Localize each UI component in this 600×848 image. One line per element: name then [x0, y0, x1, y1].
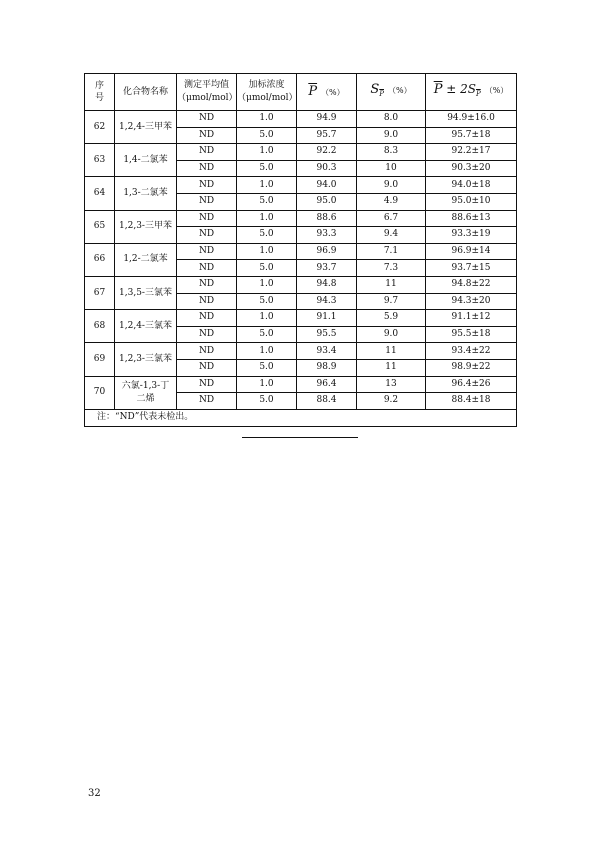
- sp-value: 4.9: [357, 193, 426, 210]
- spike-concentration: 5.0: [237, 326, 297, 343]
- spike-concentration: 5.0: [237, 359, 297, 376]
- spike-concentration: 5.0: [237, 160, 297, 177]
- sp-value: 9.7: [357, 293, 426, 310]
- recovery-range: 94.8±22: [426, 276, 517, 293]
- recovery-range: 93.7±15: [426, 260, 517, 277]
- compound-index: 68: [85, 310, 115, 343]
- p-mean-value: 88.4: [297, 393, 357, 410]
- sp-value: 9.0: [357, 127, 426, 144]
- sp-value: 10: [357, 160, 426, 177]
- measured-value: ND: [177, 376, 237, 393]
- measured-value: ND: [177, 359, 237, 376]
- table-row: [85, 310, 517, 327]
- p-mean-value: 91.1: [297, 310, 357, 327]
- spike-concentration: 1.0: [237, 310, 297, 327]
- range-mid-symbol: ± 2S: [442, 82, 476, 96]
- p-mean-value: 94.3: [297, 293, 357, 310]
- p-mean-value: 93.7: [297, 260, 357, 277]
- compound-name: 1,3-二氯苯: [115, 177, 177, 210]
- recovery-range: 96.9±14: [426, 243, 517, 260]
- recovery-range: 95.7±18: [426, 127, 517, 144]
- table-row: [85, 177, 517, 194]
- compound-index: 67: [85, 276, 115, 309]
- compound-index: 65: [85, 210, 115, 243]
- compound-index: 66: [85, 243, 115, 276]
- p-mean-value: 94.0: [297, 177, 357, 194]
- header-spike-line2: （μmol/mol）: [237, 93, 298, 103]
- spike-concentration: 1.0: [237, 144, 297, 161]
- p-mean-value: 94.8: [297, 276, 357, 293]
- recovery-range: 91.1±12: [426, 310, 517, 327]
- compound-name: [115, 376, 177, 409]
- recovery-range: 94.9±16.0: [426, 111, 517, 128]
- spike-concentration: 5.0: [237, 127, 297, 144]
- spike-concentration: 1.0: [237, 376, 297, 393]
- measured-value: ND: [177, 227, 237, 244]
- results-table-container: [84, 73, 516, 427]
- note-row: [85, 409, 517, 426]
- compound-name: 1,2,4-三甲苯: [115, 111, 177, 144]
- header-measured-line1: 测定平均值: [183, 80, 229, 90]
- compound-name-line1: 六氯-1,3-丁: [121, 380, 170, 391]
- sp-symbol: S: [370, 82, 380, 97]
- p-mean-value: 93.3: [297, 227, 357, 244]
- measured-value: ND: [177, 127, 237, 144]
- measured-value: ND: [177, 310, 237, 327]
- spike-concentration: 1.0: [237, 210, 297, 227]
- compound-index: 62: [85, 111, 115, 144]
- spike-concentration: 5.0: [237, 260, 297, 277]
- header-sp: [357, 74, 426, 111]
- compound-name: 1,4-二氯苯: [115, 144, 177, 177]
- compound-name: 1,2,3-三甲苯: [115, 210, 177, 243]
- table-row: [85, 276, 517, 293]
- measured-value: ND: [177, 243, 237, 260]
- p-mean-value: 95.5: [297, 326, 357, 343]
- measured-value: ND: [177, 293, 237, 310]
- table-row: [85, 144, 517, 161]
- range-p-symbol: $\overline{P}$: [433, 82, 443, 97]
- header-measured: [177, 74, 237, 111]
- p-mean-value: 95.0: [297, 193, 357, 210]
- recovery-range: 90.3±20: [426, 160, 517, 177]
- compound-name: 1,2-二氯苯: [115, 243, 177, 276]
- header-index-text: 序号: [94, 80, 104, 103]
- sp-value: 9.2: [357, 393, 426, 410]
- header-index: [85, 74, 115, 111]
- header-spike-line1: 加标浓度: [248, 80, 285, 90]
- recovery-range: 93.4±22: [426, 343, 517, 360]
- header-p-unit: （%）: [321, 87, 345, 97]
- recovery-range: 94.3±20: [426, 293, 517, 310]
- measured-value: ND: [177, 177, 237, 194]
- compound-name: 1,2,4-三氯苯: [115, 310, 177, 343]
- sp-value: 8.0: [357, 111, 426, 128]
- header-sp-unit: （%）: [388, 86, 412, 95]
- measured-value: ND: [177, 111, 237, 128]
- table-row: [85, 376, 517, 393]
- measured-value: ND: [177, 343, 237, 360]
- sp-value: 11: [357, 276, 426, 293]
- sp-subscript: P: [379, 90, 384, 98]
- measured-value: ND: [177, 144, 237, 161]
- spike-concentration: 1.0: [237, 243, 297, 260]
- header-range: [426, 74, 517, 111]
- p-mean-value: 93.4: [297, 343, 357, 360]
- sp-value: 13: [357, 376, 426, 393]
- p-mean-symbol: $\overline{P}$: [308, 83, 318, 99]
- measured-value: ND: [177, 393, 237, 410]
- spike-concentration: 5.0: [237, 393, 297, 410]
- spike-concentration: 1.0: [237, 343, 297, 360]
- recovery-range: 93.3±19: [426, 227, 517, 244]
- p-mean-value: 90.3: [297, 160, 357, 177]
- measured-value: ND: [177, 210, 237, 227]
- recovery-range: 94.0±18: [426, 177, 517, 194]
- header-compound: 化合物名称: [115, 74, 177, 111]
- measured-value: ND: [177, 276, 237, 293]
- recovery-range: 95.5±18: [426, 326, 517, 343]
- spike-concentration: 1.0: [237, 111, 297, 128]
- spike-concentration: 1.0: [237, 276, 297, 293]
- page-number: 32: [88, 788, 101, 799]
- recovery-range: 95.0±10: [426, 193, 517, 210]
- spike-concentration: 1.0: [237, 177, 297, 194]
- header-p-mean: [297, 74, 357, 111]
- spike-concentration: 5.0: [237, 293, 297, 310]
- spike-concentration: 5.0: [237, 227, 297, 244]
- compound-name-line2: 二烯: [136, 393, 155, 404]
- p-mean-value: 92.2: [297, 144, 357, 161]
- p-mean-value: 98.9: [297, 359, 357, 376]
- spike-concentration: 5.0: [237, 193, 297, 210]
- sp-value: 5.9: [357, 310, 426, 327]
- p-mean-value: 96.9: [297, 243, 357, 260]
- sp-value: 6.7: [357, 210, 426, 227]
- recovery-range: 96.4±26: [426, 376, 517, 393]
- table-note: 注：“ND”代表未检出。: [85, 409, 517, 426]
- p-mean-value: 96.4: [297, 376, 357, 393]
- compound-index: 64: [85, 177, 115, 210]
- measured-value: ND: [177, 160, 237, 177]
- p-mean-value: 94.9: [297, 111, 357, 128]
- table-row: [85, 111, 517, 128]
- compound-index: 69: [85, 343, 115, 376]
- p-mean-value: 88.6: [297, 210, 357, 227]
- header-measured-line2: （μmol/mol）: [177, 93, 238, 103]
- table-body: [85, 111, 517, 410]
- compound-index: 70: [85, 376, 115, 409]
- sp-value: 9.0: [357, 177, 426, 194]
- measured-value: ND: [177, 326, 237, 343]
- sp-value: 8.3: [357, 144, 426, 161]
- sp-value: 9.0: [357, 326, 426, 343]
- recovery-range: 88.4±18: [426, 393, 517, 410]
- recovery-range: 88.6±13: [426, 210, 517, 227]
- end-rule-divider: [242, 437, 358, 438]
- range-subscript: P: [475, 90, 481, 98]
- header-range-unit: （%）: [484, 86, 509, 95]
- recovery-range: 92.2±17: [426, 144, 517, 161]
- measured-value: ND: [177, 260, 237, 277]
- table-row: [85, 343, 517, 360]
- sp-value: 9.4: [357, 227, 426, 244]
- table-header-row: [85, 74, 517, 111]
- sp-value: 7.1: [357, 243, 426, 260]
- compound-name: 1,2,3-三氯苯: [115, 343, 177, 376]
- sp-value: 11: [357, 343, 426, 360]
- table-row: [85, 243, 517, 260]
- recovery-range: 98.9±22: [426, 359, 517, 376]
- compound-index: 63: [85, 144, 115, 177]
- header-spike: [237, 74, 297, 111]
- recovery-results-table: [84, 73, 517, 427]
- measured-value: ND: [177, 193, 237, 210]
- p-mean-value: 95.7: [297, 127, 357, 144]
- sp-value: 7.3: [357, 260, 426, 277]
- compound-name: 1,3,5-三氯苯: [115, 276, 177, 309]
- table-row: [85, 210, 517, 227]
- sp-value: 11: [357, 359, 426, 376]
